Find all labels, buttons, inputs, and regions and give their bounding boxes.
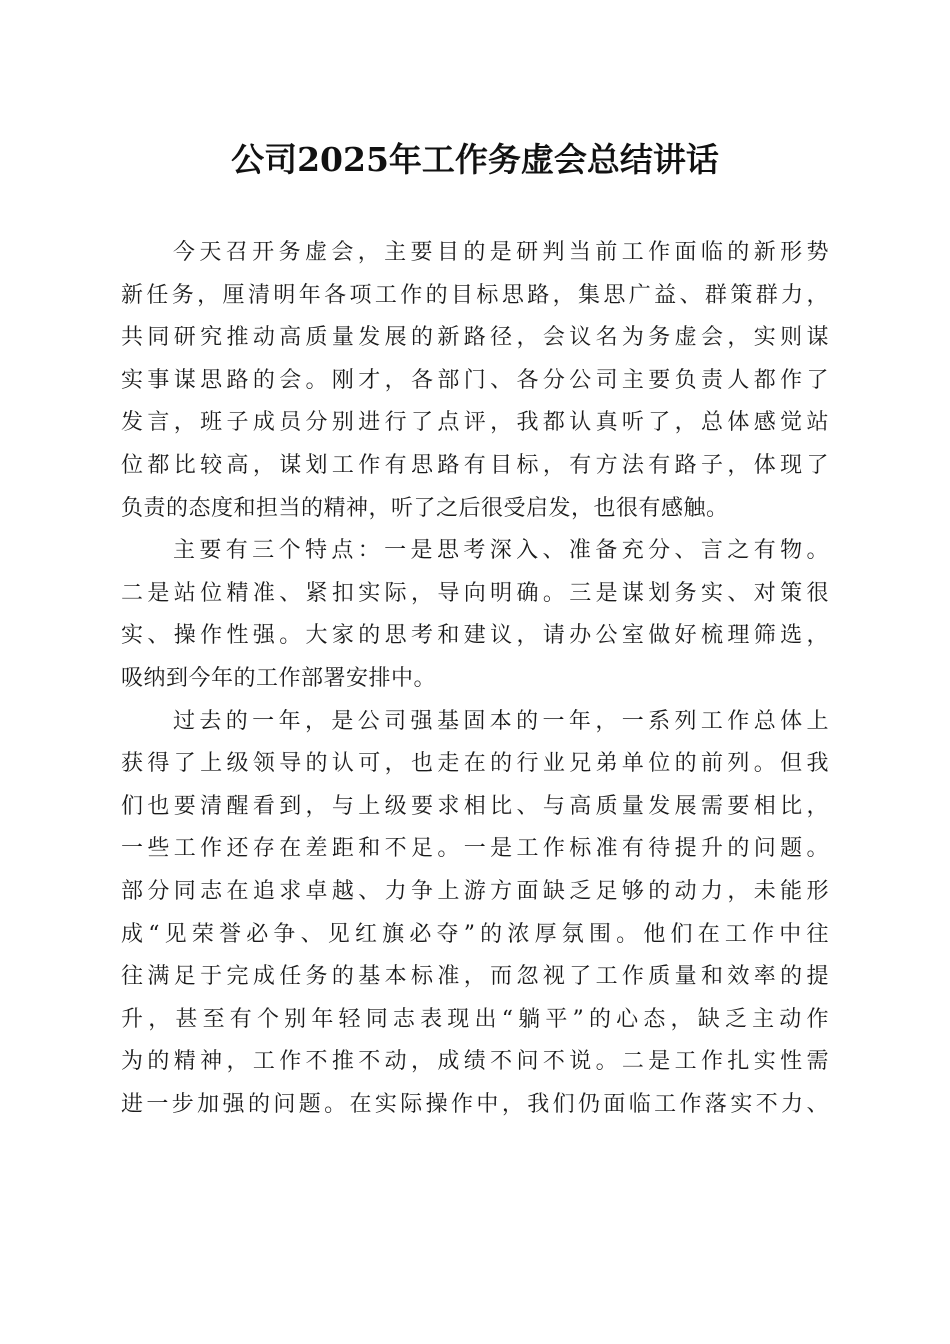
paragraph-3-line-2: 获得了上级领导的认可，也走在的行业兄弟单位的前列。但我: [121, 751, 829, 777]
paragraph-1-line-2: 新任务，厘清明年各项工作的目标思路，集思广益、群策群力，: [121, 282, 829, 308]
paragraph-1-line-3: 共同研究推动高质量发展的新路径，会议名为务虚会，实则谋: [121, 325, 829, 351]
paragraph-3-line-3: 们也要清醒看到，与上级要求相比、与高质量发展需要相比，: [121, 793, 829, 819]
paragraph-3-line-6: 成“见荣誉必争、见红旗必夺”的浓厚氛围。他们在工作中往: [121, 921, 829, 947]
document-title: 公司2025年工作务虚会总结讲话: [231, 140, 719, 179]
paragraph-2-line-3: 实、操作性强。大家的思考和建议，请办公室做好梳理筛选，: [121, 623, 829, 649]
paragraph-2-line-2: 二是站位精准、紧扣实际，导向明确。三是谋划务实、对策很: [121, 580, 829, 606]
paragraph-3-line-4: 一些工作还存在差距和不足。一是工作标准有待提升的问题。: [121, 836, 829, 862]
paragraph-3-line-5: 部分同志在追求卓越、力争上游方面缺乏足够的动力，未能形: [121, 878, 829, 904]
paragraph-3-line-7: 往满足于完成任务的基本标准，而忽视了工作质量和效率的提: [121, 964, 829, 990]
document-body: [121, 232, 829, 1126]
paragraph-3-line-10: 进一步加强的问题。在实际操作中，我们仍面临工作落实不力、: [121, 1091, 829, 1117]
paragraph-2-line-4: 吸纳到今年的工作部署安排中。: [121, 665, 437, 691]
paragraph-3-line-9: 为的精神，工作不推不动，成绩不问不说。二是工作扎实性需: [121, 1049, 829, 1075]
paragraph-1-line-4: 实事谋思路的会。刚才，各部门、各分公司主要负责人都作了: [121, 367, 829, 393]
paragraph-2-line-1: 主要有三个特点：一是思考深入、准备充分、言之有物。: [173, 538, 829, 564]
paragraph-1-line-1: 今天召开务虚会，主要目的是研判当前工作面临的新形势: [173, 240, 829, 265]
paragraph-1-line-5: 发言，班子成员分别进行了点评，我都认真听了，总体感觉站: [121, 410, 829, 436]
paragraph-3-line-1: 过去的一年，是公司强基固本的一年，一系列工作总体上: [173, 708, 829, 734]
paragraph-3-line-8: 升，甚至有个别年轻同志表现出“躺平”的心态，缺乏主动作: [121, 1006, 829, 1032]
paragraph-1-line-6: 位都比较高，谋划工作有思路有目标，有方法有路子，体现了: [121, 452, 829, 478]
paragraph-1-line-7: 负责的态度和担当的精神，听了之后很受启发，也很有感触。: [121, 495, 729, 521]
